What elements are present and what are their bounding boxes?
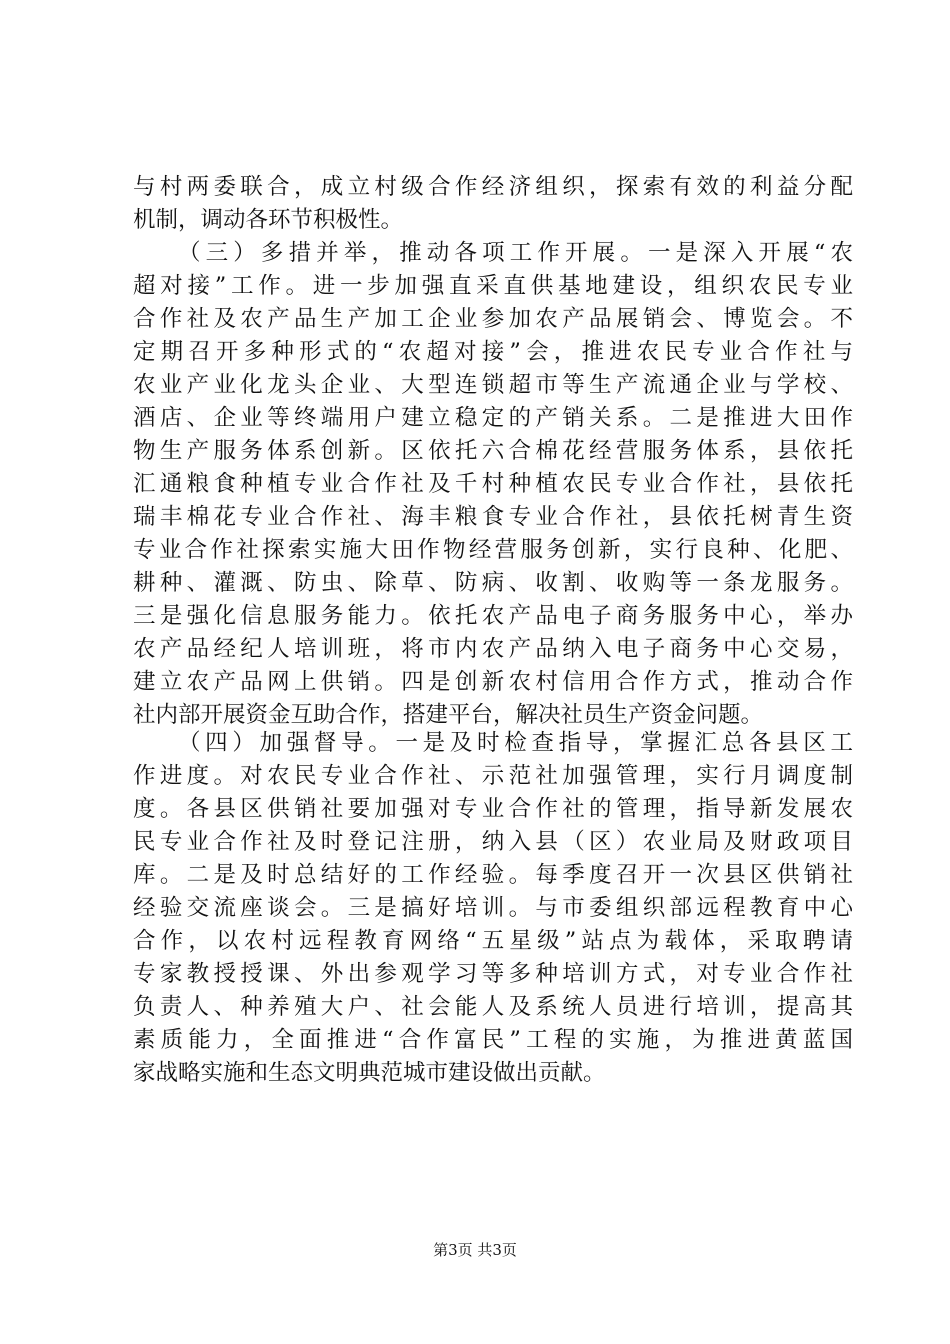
text-line: 定期召开多种形式的“农超对接”会，推进农民专业合作社与 (133, 339, 853, 365)
text-line: 度。各县区供销社要加强对专业合作社的管理，指导新发展农 (133, 796, 853, 822)
text-line: 社内部开展资金互助合作，搭建平台，解决社员生产资金问题。 (133, 702, 764, 728)
text-line: 农产品经纪人培训班，将市内农产品纳入电子商务中心交易， (133, 636, 853, 662)
paragraph-start-line: （三）多措并举，推动各项工作开展。一是深入开展“农 (178, 240, 853, 266)
text-line: 民专业合作社及时登记注册，纳入县（区）农业局及财政项目 (133, 829, 853, 855)
text-line: 经验交流座谈会。三是搞好培训。与市委组织部远程教育中心 (133, 895, 853, 921)
text-line: 库。二是及时总结好的工作经验。每季度召开一次县区供销社 (133, 862, 853, 888)
text-line: 负责人、种养殖大户、社会能人及系统人员进行培训，提高其 (133, 994, 853, 1020)
text-line: 超对接”工作。进一步加强直采直供基地建设，组织农民专业 (133, 273, 853, 299)
text-line: 建立农产品网上供销。四是创新农村信用合作方式，推动合作 (133, 669, 853, 695)
text-line: 作进度。对农民专业合作社、示范社加强管理，实行月调度制 (133, 763, 853, 789)
text-line: 三是强化信息服务能力。依托农产品电子商务服务中心，举办 (133, 603, 853, 629)
text-line: 素质能力，全面推进“合作富民”工程的实施，为推进黄蓝国 (133, 1027, 853, 1053)
text-line: 酒店、企业等终端用户建立稳定的产销关系。二是推进大田作 (133, 405, 853, 431)
body-text-bottom (133, 727, 853, 1090)
text-line: 专家教授授课、外出参观学习等多种培训方式，对专业合作社 (133, 961, 853, 987)
text-line: 农业产业化龙头企业、大型连锁超市等生产流通企业与学校、 (133, 372, 853, 398)
text-line: 合作社及农产品生产加工企业参加农产品展销会、博览会。不 (133, 306, 853, 332)
paragraph-start-line: （四）加强督导。一是及时检查指导，掌握汇总各县区工 (178, 730, 853, 756)
text-line: 瑞丰棉花专业合作社、海丰粮食专业合作社，县依托树青生资 (133, 504, 853, 530)
text-line: 汇通粮食种植专业合作社及千村种植农民专业合作社，县依托 (133, 471, 853, 497)
page-number-footer: 第3页 共3页 (433, 1241, 517, 1259)
text-line: 物生产服务体系创新。区依托六合棉花经营服务体系，县依托 (133, 438, 853, 464)
text-line: 耕种、灌溉、防虫、除草、防病、收割、收购等一条龙服务。 (133, 570, 853, 596)
text-line: 家战略实施和生态文明典范城市建设做出贡献。 (133, 1060, 606, 1086)
text-line: 机制，调动各环节积极性。 (133, 207, 404, 233)
text-line: 专业合作社探索实施大田作物经营服务创新，实行良种、化肥、 (133, 537, 853, 563)
text-line: 与村两委联合，成立村级合作经济组织，探索有效的利益分配 (133, 174, 853, 200)
text-line: 合作，以农村远程教育网络“五星级”站点为载体，采取聘请 (133, 928, 853, 954)
body-text-top (133, 171, 853, 732)
